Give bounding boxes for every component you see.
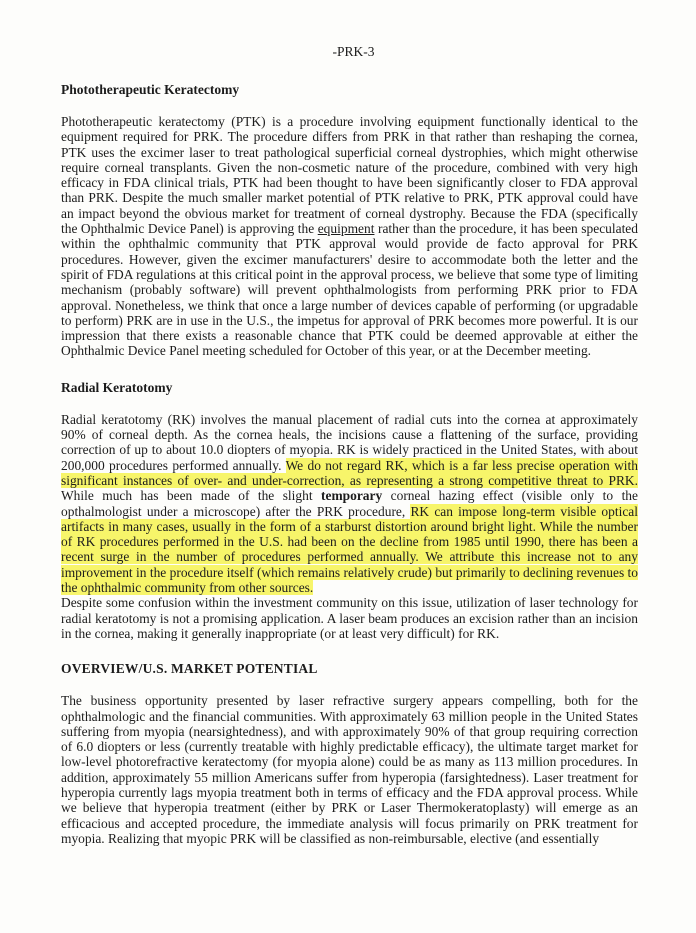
overview-paragraph: The business opportunity presented by laser refractive surgery appears compelling, both for the ophthalmologic and the financial communities. With approximately 63 million people in the United States suffering from myopia (nearsightedness), and with approximately 90% of that group requiring correction of 6.0 diopters or less (currently treatable with highly predictable efficacy), the ultimate target market for low-level photorefractive keratectomy (for myopia alone) could be as many as 113 million procedures. In addition, approximately 55 million Americans suffer from hyperopia (farsightedness). Laser treatment for hyperopia currently lags myopia treatment both in terms of efficacy and the FDA approval process. While we believe that hyperopia treatment (either by PRK or Laser Thermokeratoplasty) will emerge as an efficacious and accepted procedure, the immediate analysis will focus primarily on PRK treatment for myopia. Realizing that myopic PRK will be classified as non-reimbursable, elective (and essentially [61, 693, 638, 846]
rk-text-2: While much has been made of the slight [61, 488, 321, 504]
ptk-text-a: Phototherapeutic keratectomy (PTK) is a procedure involving equipment functionally identical to the equipment required for PRK. The procedure differs from PRK in that rather than reshaping the cornea, PTK uses the excimer laser to treat pathological superficial corneal dystrophies, which might otherwise require corneal transplants. Given the non-cosmetic nature of the procedure, combined with very high efficacy in FDA clinical trials, PTK had been thought to have been significantly closer to FDA approval than PRK. Despite the much smaller market potential of PTK relative to PRK, PTK approval could have an impact beyond the obvious market for treatment of corneal dystrophy. Because the FDA (specifically the Ophthalmic Device Panel) is approving the [61, 114, 638, 237]
ptk-heading: Phototherapeutic Keratectomy [61, 82, 240, 97]
ptk-text-b: rather than the procedure, it has been speculated within the ophthalmic community that PTK approval would provide de facto approval for PRK procedures. However, given the excimer manufacturers' desire to accommodate both the letter and the spirit of FDA regulations at this critical point in the approval process, we believe that some type of limiting mechanism (probably software) will prevent ophthalmologists from performing PRK prior to FDA approval. Nonetheless, we think that once a large number of devices capable of performing (or upgradable to perform) PRK are in use in the U.S., the impetus for approval of PRK becomes more powerful. It is our impression that there exists a reasonable chance that PTK could be deemed approvable at either the Ophthalmic Device Panel meeting scheduled for October of this year, or at the December meeting. [61, 221, 638, 359]
equipment-underlined: equipment [317, 221, 375, 237]
rk-highlight-2: RK can impose long-term visible optical artifacts in many cases, usually in the form of a starburst distortion around bright light. While the number of RK procedures performed in the U.S. had been on the decline from 1985 until 1990, there has been a recent surge in the number of procedures performed annually. We attribute this increase not to any improvement in the procedure itself (which remains relatively crude) but primarily to declining revenues to the ophthalmic community from other sources. [61, 503, 638, 596]
rk-heading: Radial Keratotomy [61, 379, 173, 395]
rk-paragraph-1 [61, 412, 638, 596]
rk-paragraph-2: Despite some confusion within the investment community on this issue, utilization of laser technology for radial keratotomy is not a promising application. A laser beam produces an excision rather than an incision in the cornea, making it generally inappropriate (or at least very difficult) for RK. [61, 595, 638, 641]
rk-highlight-1: We do not regard RK, which is a far less precise operation with significant instances of over- and under-correction, as representing a strong competitive threat to PRK. [61, 457, 638, 488]
ptk-paragraph [61, 114, 638, 359]
temporary-bold: temporary [321, 488, 383, 504]
page-number: -PRK-3 [332, 44, 375, 59]
rk-text-3: corneal hazing effect (visible only to the opthalmologist under a microscope) after the PRK procedure, [61, 488, 638, 519]
overview-heading: OVERVIEW/U.S. MARKET POTENTIAL [61, 661, 318, 677]
rk-text-1: Radial keratotomy (RK) involves the manual placement of radial cuts into the cornea at approximately 90% of corneal depth. As the cornea heals, the incisions cause a flattening of the surface, providing correction of up to about 10.0 diopters of myopia. RK is widely practiced in the United States, with about 200,000 procedures performed annually. [61, 411, 638, 473]
